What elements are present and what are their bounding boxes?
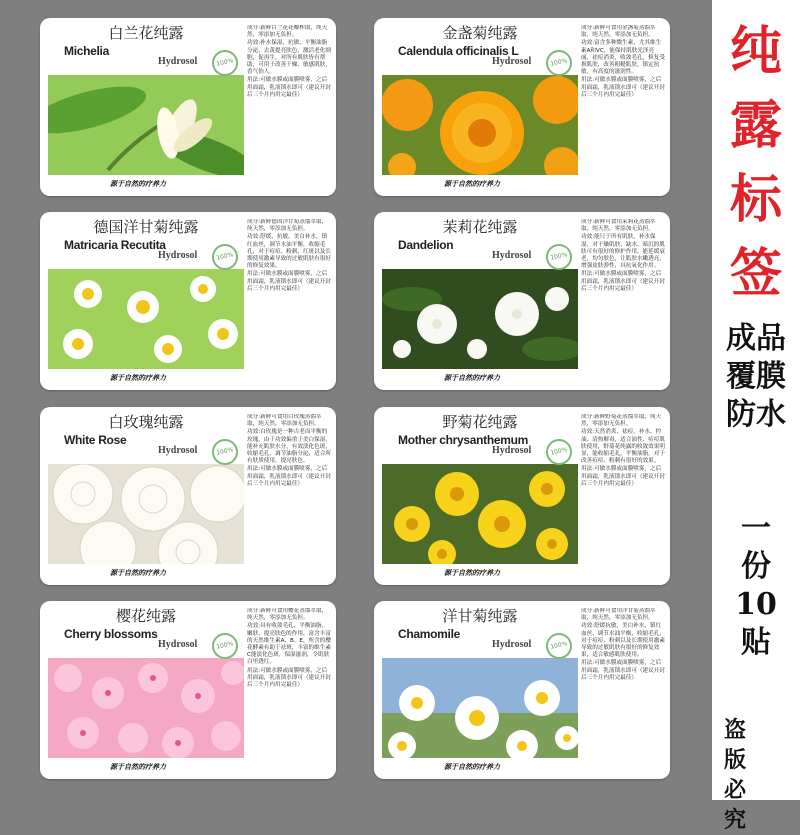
ingredients-label: 成分: bbox=[581, 608, 595, 614]
product-title-cn: 茉莉花纯露 bbox=[442, 218, 518, 236]
quantity-set: 份 bbox=[741, 549, 771, 584]
ingredients-label: 成分: bbox=[581, 414, 595, 420]
brand-hydrosol: Hydrosol bbox=[158, 639, 198, 650]
product-title-cn: 洋甘菊纯露 bbox=[442, 607, 518, 625]
ingredients-text: 新鲜可食用洋甘菊蒸馏萃取，纯天然，零添加无负担。 bbox=[581, 608, 656, 622]
jasmine-photo bbox=[382, 269, 578, 369]
effect-label: 功效: bbox=[247, 623, 261, 630]
product-title-cn: 德国洋甘菊纯露 bbox=[93, 218, 199, 236]
usage-text: 可做水膜或面膜喷雾，之后用面霜，乳液锁水即可（建议开封后三个月内用完最佳） bbox=[247, 271, 331, 292]
sidebar-banner bbox=[712, 0, 800, 833]
product-info bbox=[247, 414, 331, 582]
quantity-one: 一 bbox=[741, 511, 771, 546]
ingredients-text: 新鲜可食用金盏菊蒸馏萃取，纯天然，零添加无负担。 bbox=[581, 25, 656, 39]
tagline: 源于自然的疗养力 bbox=[110, 180, 166, 188]
white-rose-photo bbox=[48, 464, 244, 564]
usage-label: 用法: bbox=[247, 77, 261, 84]
label-wild-chrysanthemum bbox=[374, 407, 670, 585]
usage-label: 用法: bbox=[581, 660, 595, 667]
usage-text: 可做水膜或面膜喷雾，之后用面霜，乳液锁水即可（建议开封后三个月内用完最佳） bbox=[581, 77, 665, 98]
effect-label: 功效: bbox=[247, 429, 261, 436]
calendula-photo bbox=[382, 75, 578, 175]
michelia-photo bbox=[48, 75, 244, 175]
anti-piracy-notice: 盗版必究 bbox=[724, 717, 761, 833]
banner-char-2: 露 bbox=[729, 95, 782, 156]
product-title-cn: 白兰花纯露 bbox=[108, 24, 184, 42]
quality-stamp-icon: 100% bbox=[210, 631, 241, 662]
usage-text: 可做水膜或面膜喷雾，之后用面霜，乳液锁水即可（建议开封后三个月内用完最佳） bbox=[247, 466, 331, 487]
product-info bbox=[581, 25, 665, 193]
product-title-en: Dandelion bbox=[398, 238, 454, 252]
product-title-en: Cherry blossoms bbox=[64, 627, 158, 641]
quantity-number: 10 bbox=[735, 587, 777, 622]
usage-text: 可做水膜或面膜喷雾，之后用面霜，乳液锁水即可（建议开封后三个月内用完最佳） bbox=[247, 667, 331, 689]
product-title-en: Michelia bbox=[64, 44, 109, 58]
usage-text: 可做水膜或面膜喷雾，之后用面霜，乳液锁水即可（建议开封后三个月内用完最佳） bbox=[581, 660, 665, 681]
quality-stamp-icon: 100% bbox=[544, 242, 575, 273]
cherry-blossoms-photo bbox=[48, 658, 244, 758]
ingredients-label: 成分: bbox=[247, 219, 261, 225]
effect-text: 天然消炎、祛痘，补水、控油、清热解毒，适合油性、痘痘肌肤使用，野菊花纯露的收敛效果明显，能收缩毛孔，平衡油脂，对于改善痘痘、粉刺有很好的效果。 bbox=[581, 429, 665, 465]
product-info bbox=[581, 608, 665, 776]
feature-waterproof: 防水 bbox=[726, 397, 786, 432]
tagline: 源于自然的疗养力 bbox=[444, 374, 500, 382]
quality-stamp-icon: 100% bbox=[210, 242, 241, 273]
usage-text: 可做水膜或面膜喷雾，之后用面霜，乳液锁水即可（建议开封后三个月内用完最佳） bbox=[581, 466, 665, 487]
product-info bbox=[247, 608, 331, 776]
effect-label: 功效: bbox=[581, 234, 595, 241]
ingredients-text: 新鲜可食用樱花蒸馏萃取，纯天然，零添加无负担。 bbox=[247, 608, 328, 622]
banner-char-1: 纯 bbox=[729, 21, 782, 82]
brand-hydrosol: Hydrosol bbox=[492, 56, 532, 67]
ingredients-label: 成分: bbox=[247, 414, 261, 420]
product-info bbox=[247, 219, 331, 387]
ingredients-label: 成分: bbox=[247, 608, 261, 614]
brand-hydrosol: Hydrosol bbox=[492, 639, 532, 650]
usage-text: 可做水膜或面膜喷雾，之后用面霜，乳液锁水即可（建议开封后三个月内用完最佳） bbox=[581, 271, 665, 292]
ingredients-text: 新鲜可食用白玫瑰蒸馏萃取，纯天然，零添加无负担。 bbox=[247, 414, 322, 428]
ingredients-text: 新鲜白兰花花瓣榨取，纯天然，零添加无负担。 bbox=[247, 25, 328, 39]
label-cherry-blossoms bbox=[40, 601, 336, 779]
ingredients-text: 新鲜野菊花蒸馏萃取，纯天然，零添加无负担。 bbox=[581, 414, 662, 428]
effect-text: 富含多种微生素，尤其维生素A和VC，能保持肌肤光泽亮丽，祛痘消炎，收敛毛孔，修复受损肌肤，改善粗糙肌肤，镇定抗敏，有高度的滋润性。 bbox=[581, 40, 665, 76]
brand-hydrosol: Hydrosol bbox=[158, 445, 198, 456]
product-info bbox=[581, 219, 665, 387]
effect-label: 功效: bbox=[247, 234, 261, 241]
product-title-en: White Rose bbox=[64, 433, 127, 447]
tagline: 源于自然的疗养力 bbox=[444, 569, 500, 577]
product-title-cn: 樱花纯露 bbox=[115, 607, 176, 625]
quality-stamp-icon: 100% bbox=[544, 48, 575, 79]
label-matricaria bbox=[40, 212, 336, 390]
quality-stamp-icon: 100% bbox=[210, 437, 241, 468]
matricaria-photo bbox=[48, 269, 244, 369]
quality-stamp-icon: 100% bbox=[544, 631, 575, 662]
quality-stamp-icon: 100% bbox=[544, 437, 575, 468]
feature-laminated: 覆膜 bbox=[726, 359, 786, 394]
product-title-cn: 金盏菊纯露 bbox=[442, 24, 518, 42]
usage-label: 用法: bbox=[247, 667, 261, 674]
product-title-en: Calendula officinalis L bbox=[398, 44, 519, 58]
quantity-unit: 贴 bbox=[741, 625, 771, 660]
usage-label: 用法: bbox=[247, 271, 261, 278]
effect-text: 补水保湿、抗敏、平衡油脂分泌，去黄提亮肤色，激活老化细胞，促再生，对所有肌肤皆有帮助，可用于改善干燥、敏感肌肤，香气怡人。 bbox=[247, 40, 331, 76]
product-title-en: Matricaria Recutita bbox=[64, 238, 166, 252]
effect-text: 白玫瑰是一种古老而平衡的玫瑰，由于功效偏重于美白保湿，能补充肌肤水分，有效淡化色斑，收缩毛孔，调节油脂分泌，适合所有肤质使用，提亮肤色。 bbox=[247, 429, 331, 465]
tagline: 源于自然的疗养力 bbox=[110, 569, 166, 577]
product-info bbox=[581, 414, 665, 582]
effect-label: 功效: bbox=[581, 40, 595, 47]
label-jasmine bbox=[374, 212, 670, 390]
ingredients-text: 新鲜德国洋甘菊蒸馏萃取，纯天然，零添加无负担。 bbox=[247, 219, 328, 233]
usage-label: 用法: bbox=[581, 271, 595, 278]
label-white-rose bbox=[40, 407, 336, 585]
effect-label: 功效: bbox=[247, 40, 261, 47]
effect-label: 功效: bbox=[581, 429, 595, 436]
banner-char-4: 签 bbox=[729, 243, 782, 304]
effect-text: 具有收敛毛孔、平衡油脂、嫩肤、提亮肤色的作用，富含丰富的天然维生素A、B、E，所含的樱花酵素有助于祛斑，丰富的维生素C能淡化色斑，保湿滋润，令肌肤白里透红。 bbox=[247, 623, 331, 666]
usage-label: 用法: bbox=[581, 466, 595, 473]
ingredients-text: 新鲜可食用茉莉花蒸馏萃取，纯天然，零添加无负担。 bbox=[581, 219, 656, 233]
product-title-en: Mother chrysanthemum bbox=[398, 433, 529, 447]
brand-hydrosol: Hydrosol bbox=[492, 250, 532, 261]
brand-hydrosol: Hydrosol bbox=[158, 250, 198, 261]
tagline: 源于自然的疗养力 bbox=[444, 180, 500, 188]
usage-label: 用法: bbox=[247, 466, 261, 473]
label-calendula bbox=[374, 18, 670, 196]
wild-chrysanthemum-photo bbox=[382, 464, 578, 564]
label-michelia bbox=[40, 18, 336, 196]
usage-label: 用法: bbox=[581, 77, 595, 84]
effect-text: 能只于所有肌肤，补水保湿，对干燥肌肤、缺水、暗沉的肌肤可有很好的修护作用，能延缓衰老，均匀肤色，让肌肤水嫩透亮，增强皮肤弹性，具抗氧化作用。 bbox=[581, 234, 665, 270]
feature-finished: 成品 bbox=[726, 321, 786, 356]
product-info bbox=[247, 25, 331, 193]
ingredients-label: 成分: bbox=[581, 219, 595, 225]
product-title-cn: 野菊花纯露 bbox=[442, 413, 518, 431]
chamomile-photo bbox=[382, 658, 578, 758]
product-title-cn: 白玫瑰纯露 bbox=[108, 413, 184, 431]
product-title-en: Chamomile bbox=[398, 627, 460, 641]
usage-text: 可做水膜或面膜喷雾，之后用面霜，乳液锁水即可（建议开封后三个月内用完最佳） bbox=[247, 77, 331, 98]
brand-hydrosol: Hydrosol bbox=[492, 445, 532, 456]
tagline: 源于自然的疗养力 bbox=[110, 374, 166, 382]
effect-label: 功效: bbox=[581, 623, 595, 630]
tagline: 源于自然的疗养力 bbox=[110, 763, 166, 771]
label-chamomile bbox=[374, 601, 670, 779]
effect-text: 舒缓、抗敏，美白补水，镇红血丝，调节水油平衡，收缩毛孔，对于痘痘、粉刺、红斑以及长期使用激素导致的过敏肌肤有很好的修复效果。 bbox=[247, 234, 331, 270]
brand-hydrosol: Hydrosol bbox=[158, 56, 198, 67]
ingredients-label: 成分: bbox=[247, 25, 261, 31]
ingredients-label: 成分: bbox=[581, 25, 595, 31]
quality-stamp-icon: 100% bbox=[210, 48, 241, 79]
effect-text: 舒缓抗敏，美白补水，镇红血丝，调节水油平衡，收缩毛孔，对于痘痘、粉刺以及长期使用激素导致的过敏肌肤有很好的修复效果，适合敏感肌肤使用。 bbox=[581, 623, 665, 659]
tagline: 源于自然的疗养力 bbox=[444, 763, 500, 771]
banner-char-3: 标 bbox=[729, 169, 782, 230]
